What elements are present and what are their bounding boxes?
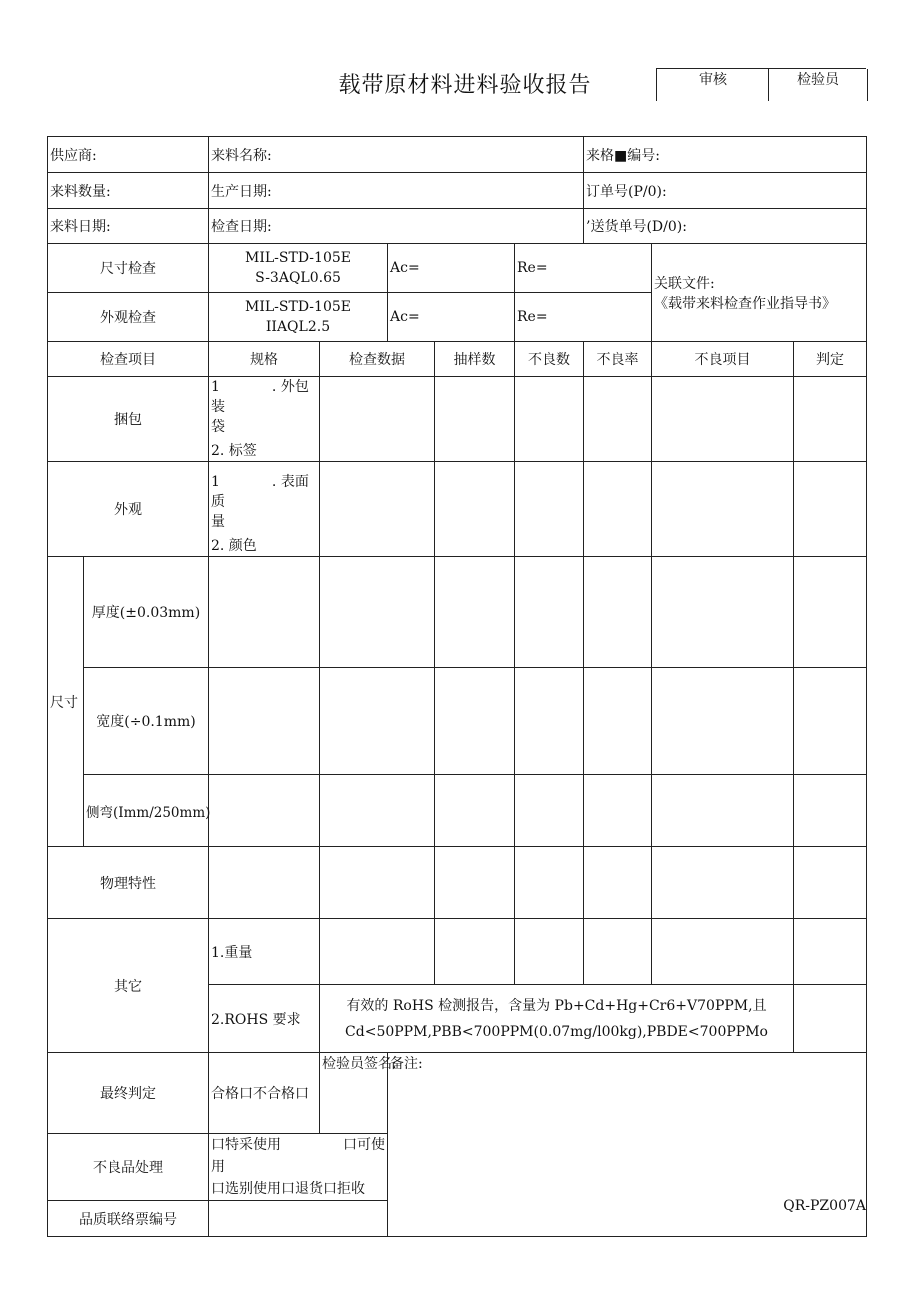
app-std-line1: MIL-STD-105E xyxy=(245,299,351,315)
data-cell[interactable] xyxy=(794,985,867,1053)
final-options[interactable]: 合格口不合格口 xyxy=(209,1053,320,1134)
other-weight: 1.重量 xyxy=(209,919,320,985)
packing-spec1-text: . 外包装 xyxy=(211,379,309,415)
data-cell[interactable] xyxy=(320,377,435,462)
data-cell[interactable] xyxy=(435,847,515,919)
dim-standard xyxy=(209,244,388,293)
data-cell[interactable] xyxy=(515,847,584,919)
data-cell[interactable] xyxy=(794,919,867,985)
header-data: 检查数据 xyxy=(320,342,435,377)
data-cell[interactable] xyxy=(584,377,652,462)
data-cell[interactable] xyxy=(584,557,652,668)
data-cell[interactable] xyxy=(652,668,794,775)
row-dimension-label: 尺寸 xyxy=(48,557,84,847)
order-no-field[interactable]: 订单号(P/0): xyxy=(584,173,867,209)
rohs-line2: Cd<50PPM,PBB<700PPM(0.07mg/l00kg),PBDE<700PPMo xyxy=(345,1023,768,1040)
dim-width: 宽度(÷0.1mm) xyxy=(84,668,209,775)
data-cell[interactable] xyxy=(794,557,867,668)
data-cell[interactable] xyxy=(652,377,794,462)
data-cell[interactable] xyxy=(320,462,435,557)
header-defect-count: 不良数 xyxy=(515,342,584,377)
data-cell[interactable] xyxy=(794,847,867,919)
related-doc: 《载带来料检查作业指导书》 xyxy=(654,295,837,312)
other-rohs: 2.ROHS 要求 xyxy=(209,985,320,1053)
rohs-line1: 有效的 RoHS 检测报告，含量为 Pb+Cd+Hg+Cr6+V70PPM,且 xyxy=(346,997,767,1014)
data-cell[interactable] xyxy=(209,668,320,775)
related-label: 关联文件: xyxy=(654,275,715,292)
row-other-label: 其它 xyxy=(48,919,209,1053)
defect-option-special[interactable]: 口特采使用 xyxy=(211,1137,281,1153)
data-cell[interactable] xyxy=(320,847,435,919)
data-cell[interactable] xyxy=(209,847,320,919)
inspect-date-field[interactable]: 检查日期: xyxy=(209,209,584,244)
defect-options-line2[interactable]: 口选别使用口退货口拒收 xyxy=(211,1181,365,1197)
row-appearance-spec xyxy=(209,462,320,557)
quantity-field[interactable]: 来料数量: xyxy=(48,173,209,209)
supplier-field[interactable]: 供应商: xyxy=(48,137,209,173)
header-defect-item: 不良项目 xyxy=(652,342,794,377)
data-cell[interactable] xyxy=(794,668,867,775)
dim-thickness: 厚度(±0.03mm) xyxy=(84,557,209,668)
data-cell[interactable] xyxy=(794,775,867,847)
header-item: 检查项目 xyxy=(48,342,209,377)
data-cell[interactable] xyxy=(584,775,652,847)
data-cell[interactable] xyxy=(584,847,652,919)
inspection-form xyxy=(47,136,867,1237)
app-std-line2: IIAQL2.5 xyxy=(265,319,331,335)
data-cell[interactable] xyxy=(435,557,515,668)
page-title: 载带原材料进料验收报告 xyxy=(338,73,592,98)
app-standard xyxy=(209,293,388,342)
data-cell[interactable] xyxy=(435,377,515,462)
data-cell[interactable] xyxy=(652,775,794,847)
data-cell[interactable] xyxy=(209,775,320,847)
data-cell[interactable] xyxy=(584,668,652,775)
delivery-no-field[interactable]: ’送货单号(D/0): xyxy=(584,209,867,244)
header-defect-rate: 不良率 xyxy=(584,342,652,377)
dim-ac[interactable]: Ac= xyxy=(388,244,515,293)
appearance-spec1-text: . 表面质 xyxy=(211,474,309,510)
data-cell[interactable] xyxy=(584,919,652,985)
data-cell[interactable] xyxy=(515,668,584,775)
row-physical-label: 物理特性 xyxy=(48,847,209,919)
production-date-field[interactable]: 生产日期: xyxy=(209,173,584,209)
form-code: QR-PZ007A xyxy=(783,1198,866,1214)
dim-camber: 侧弯(Imm/250mm) xyxy=(84,775,209,847)
row-packing-spec xyxy=(209,377,320,462)
rohs-requirement xyxy=(320,985,794,1053)
data-cell[interactable] xyxy=(209,557,320,668)
data-cell[interactable] xyxy=(584,462,652,557)
material-name-field[interactable]: 来料名称: xyxy=(209,137,584,173)
data-cell[interactable] xyxy=(652,462,794,557)
remarks-field[interactable]: 备注: xyxy=(388,1053,867,1237)
dim-std-line1: MIL-STD-105E xyxy=(245,250,351,266)
data-cell[interactable] xyxy=(320,668,435,775)
spec-code-field[interactable]: 来格■编号: xyxy=(584,137,867,173)
appearance-check-label: 外观检查 xyxy=(48,293,209,342)
data-cell[interactable] xyxy=(652,919,794,985)
dim-std-line2: S-3AQL0.65 xyxy=(255,270,341,286)
defect-option-usable[interactable]: 口可使用 xyxy=(211,1137,385,1175)
inspector-signature[interactable]: 检验员签名: xyxy=(320,1053,388,1134)
data-cell[interactable] xyxy=(794,377,867,462)
approval-review: 审核 xyxy=(656,69,769,101)
data-cell[interactable] xyxy=(515,462,584,557)
data-cell[interactable] xyxy=(435,462,515,557)
data-cell[interactable] xyxy=(794,462,867,557)
row-packing-label: 捆包 xyxy=(48,377,209,462)
data-cell[interactable] xyxy=(515,919,584,985)
related-docs xyxy=(652,244,867,342)
data-cell[interactable] xyxy=(515,377,584,462)
approval-box xyxy=(656,68,866,101)
defect-handling-label: 不良品处理 xyxy=(48,1134,209,1201)
dim-re[interactable]: Re= xyxy=(515,244,652,293)
data-cell[interactable] xyxy=(515,557,584,668)
data-cell[interactable] xyxy=(320,557,435,668)
defect-options[interactable] xyxy=(209,1134,388,1201)
data-cell[interactable] xyxy=(435,919,515,985)
data-cell[interactable] xyxy=(515,775,584,847)
app-re[interactable]: Re= xyxy=(515,293,652,342)
final-judgement-label: 最终判定 xyxy=(48,1053,209,1134)
data-cell[interactable] xyxy=(320,775,435,847)
approval-inspector: 检验员 xyxy=(768,69,868,101)
packing-spec1-cont: 袋 xyxy=(211,419,225,435)
packing-spec1-num: 1 xyxy=(211,379,220,395)
data-cell[interactable] xyxy=(652,557,794,668)
data-cell[interactable] xyxy=(320,919,435,985)
data-cell[interactable] xyxy=(435,775,515,847)
appearance-spec2: 2. 颜色 xyxy=(211,538,257,554)
app-ac[interactable]: Ac= xyxy=(388,293,515,342)
header-spec: 规格 xyxy=(209,342,320,377)
data-cell[interactable] xyxy=(652,847,794,919)
quality-ticket-field[interactable] xyxy=(209,1201,388,1237)
appearance-spec1-cont: 量 xyxy=(211,514,225,530)
dim-check-label: 尺寸检查 xyxy=(48,244,209,293)
packing-spec2: 2. 标签 xyxy=(211,443,257,459)
appearance-spec1-num: 1 xyxy=(211,474,220,490)
header-sample: 抽样数 xyxy=(435,342,515,377)
header-judgement: 判定 xyxy=(794,342,867,377)
data-cell[interactable] xyxy=(435,668,515,775)
row-appearance-label: 外观 xyxy=(48,462,209,557)
arrival-date-field[interactable]: 来料日期: xyxy=(48,209,209,244)
quality-ticket-label: 品质联络票编号 xyxy=(48,1201,209,1237)
